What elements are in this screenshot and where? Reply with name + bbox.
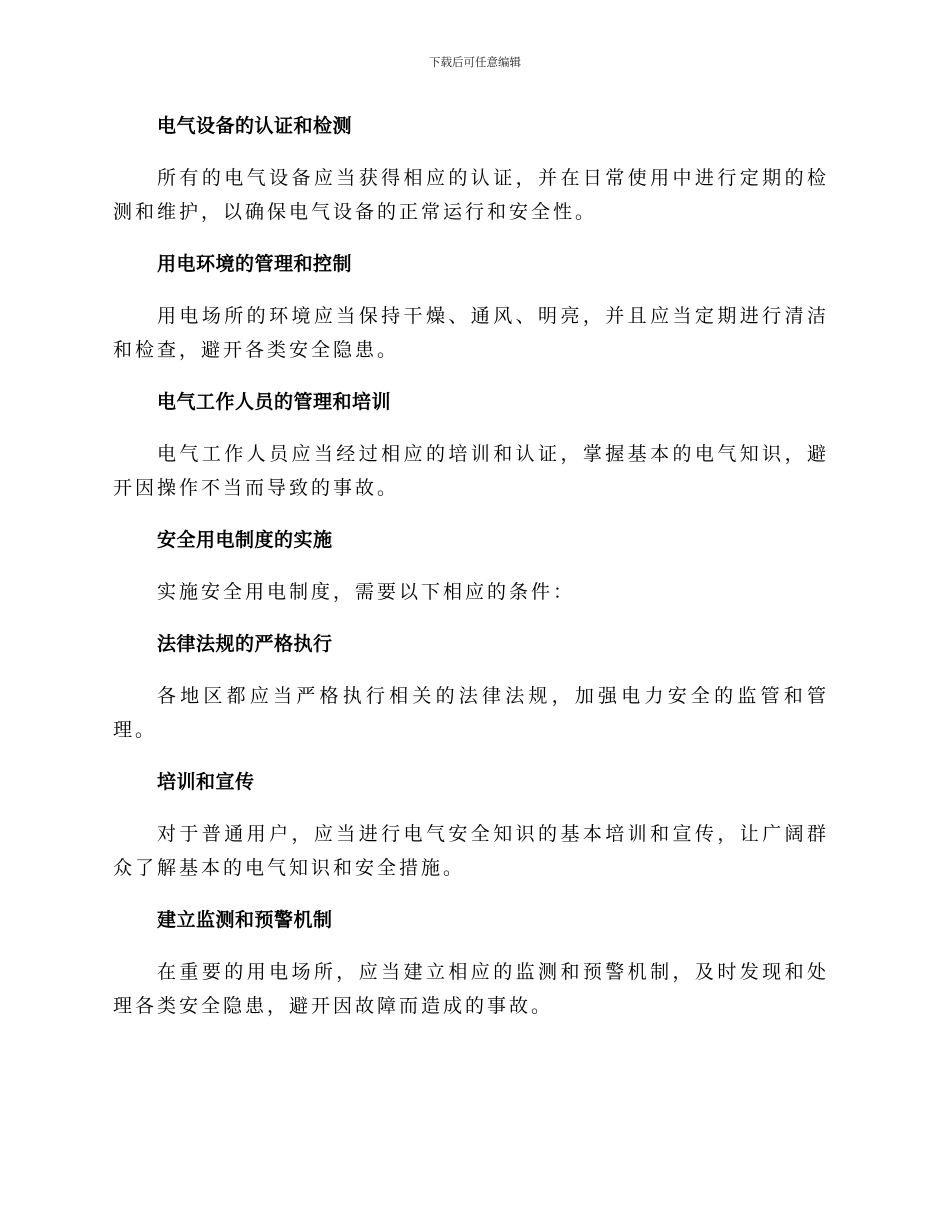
section-paragraph: 所有的电气设备应当获得相应的认证，并在日常使用中进行定期的检测和维护，以确保电气设备的正常运行和安全性。	[113, 167, 829, 223]
section-heading: 培训和宣传	[157, 771, 255, 793]
document-body	[113, 106, 829, 1038]
section-system-implementation	[113, 520, 829, 609]
section-paragraph: 用电场所的环境应当保持干燥、通风、明亮，并且应当定期进行清洁和检查，避开各类安全隐患。	[113, 305, 829, 361]
section-certification-testing	[113, 106, 829, 229]
section-monitoring-warning	[113, 900, 829, 1023]
section-paragraph: 实施安全用电制度，需要以下相应的条件：	[157, 581, 576, 603]
section-heading: 建立监测和预警机制	[157, 909, 333, 931]
section-training-publicity	[113, 762, 829, 885]
section-staff-training	[113, 382, 829, 505]
section-law-enforcement	[113, 624, 829, 747]
section-heading: 电气工作人员的管理和培训	[157, 391, 392, 413]
section-environment-management	[113, 244, 829, 367]
section-paragraph: 对于普通用户，应当进行电气安全知识的基本培训和宣传，让广阔群众了解基本的电气知识和安全措施。	[113, 823, 829, 879]
section-paragraph: 各地区都应当严格执行相关的法律法规，加强电力安全的监管和管理。	[113, 685, 829, 741]
page-header-note: 下载后可任意编辑	[429, 55, 521, 69]
section-heading: 用电环境的管理和控制	[157, 253, 353, 275]
section-paragraph: 电气工作人员应当经过相应的培训和认证，掌握基本的电气知识，避开因操作不当而导致的事故。	[113, 443, 829, 499]
section-paragraph: 在重要的用电场所，应当建立相应的监测和预警机制，及时发现和处理各类安全隐患，避开因故障而造成的事故。	[113, 961, 829, 1017]
section-heading: 安全用电制度的实施	[157, 529, 333, 551]
section-heading: 法律法规的严格执行	[157, 633, 333, 655]
section-heading: 电气设备的认证和检测	[157, 115, 353, 137]
